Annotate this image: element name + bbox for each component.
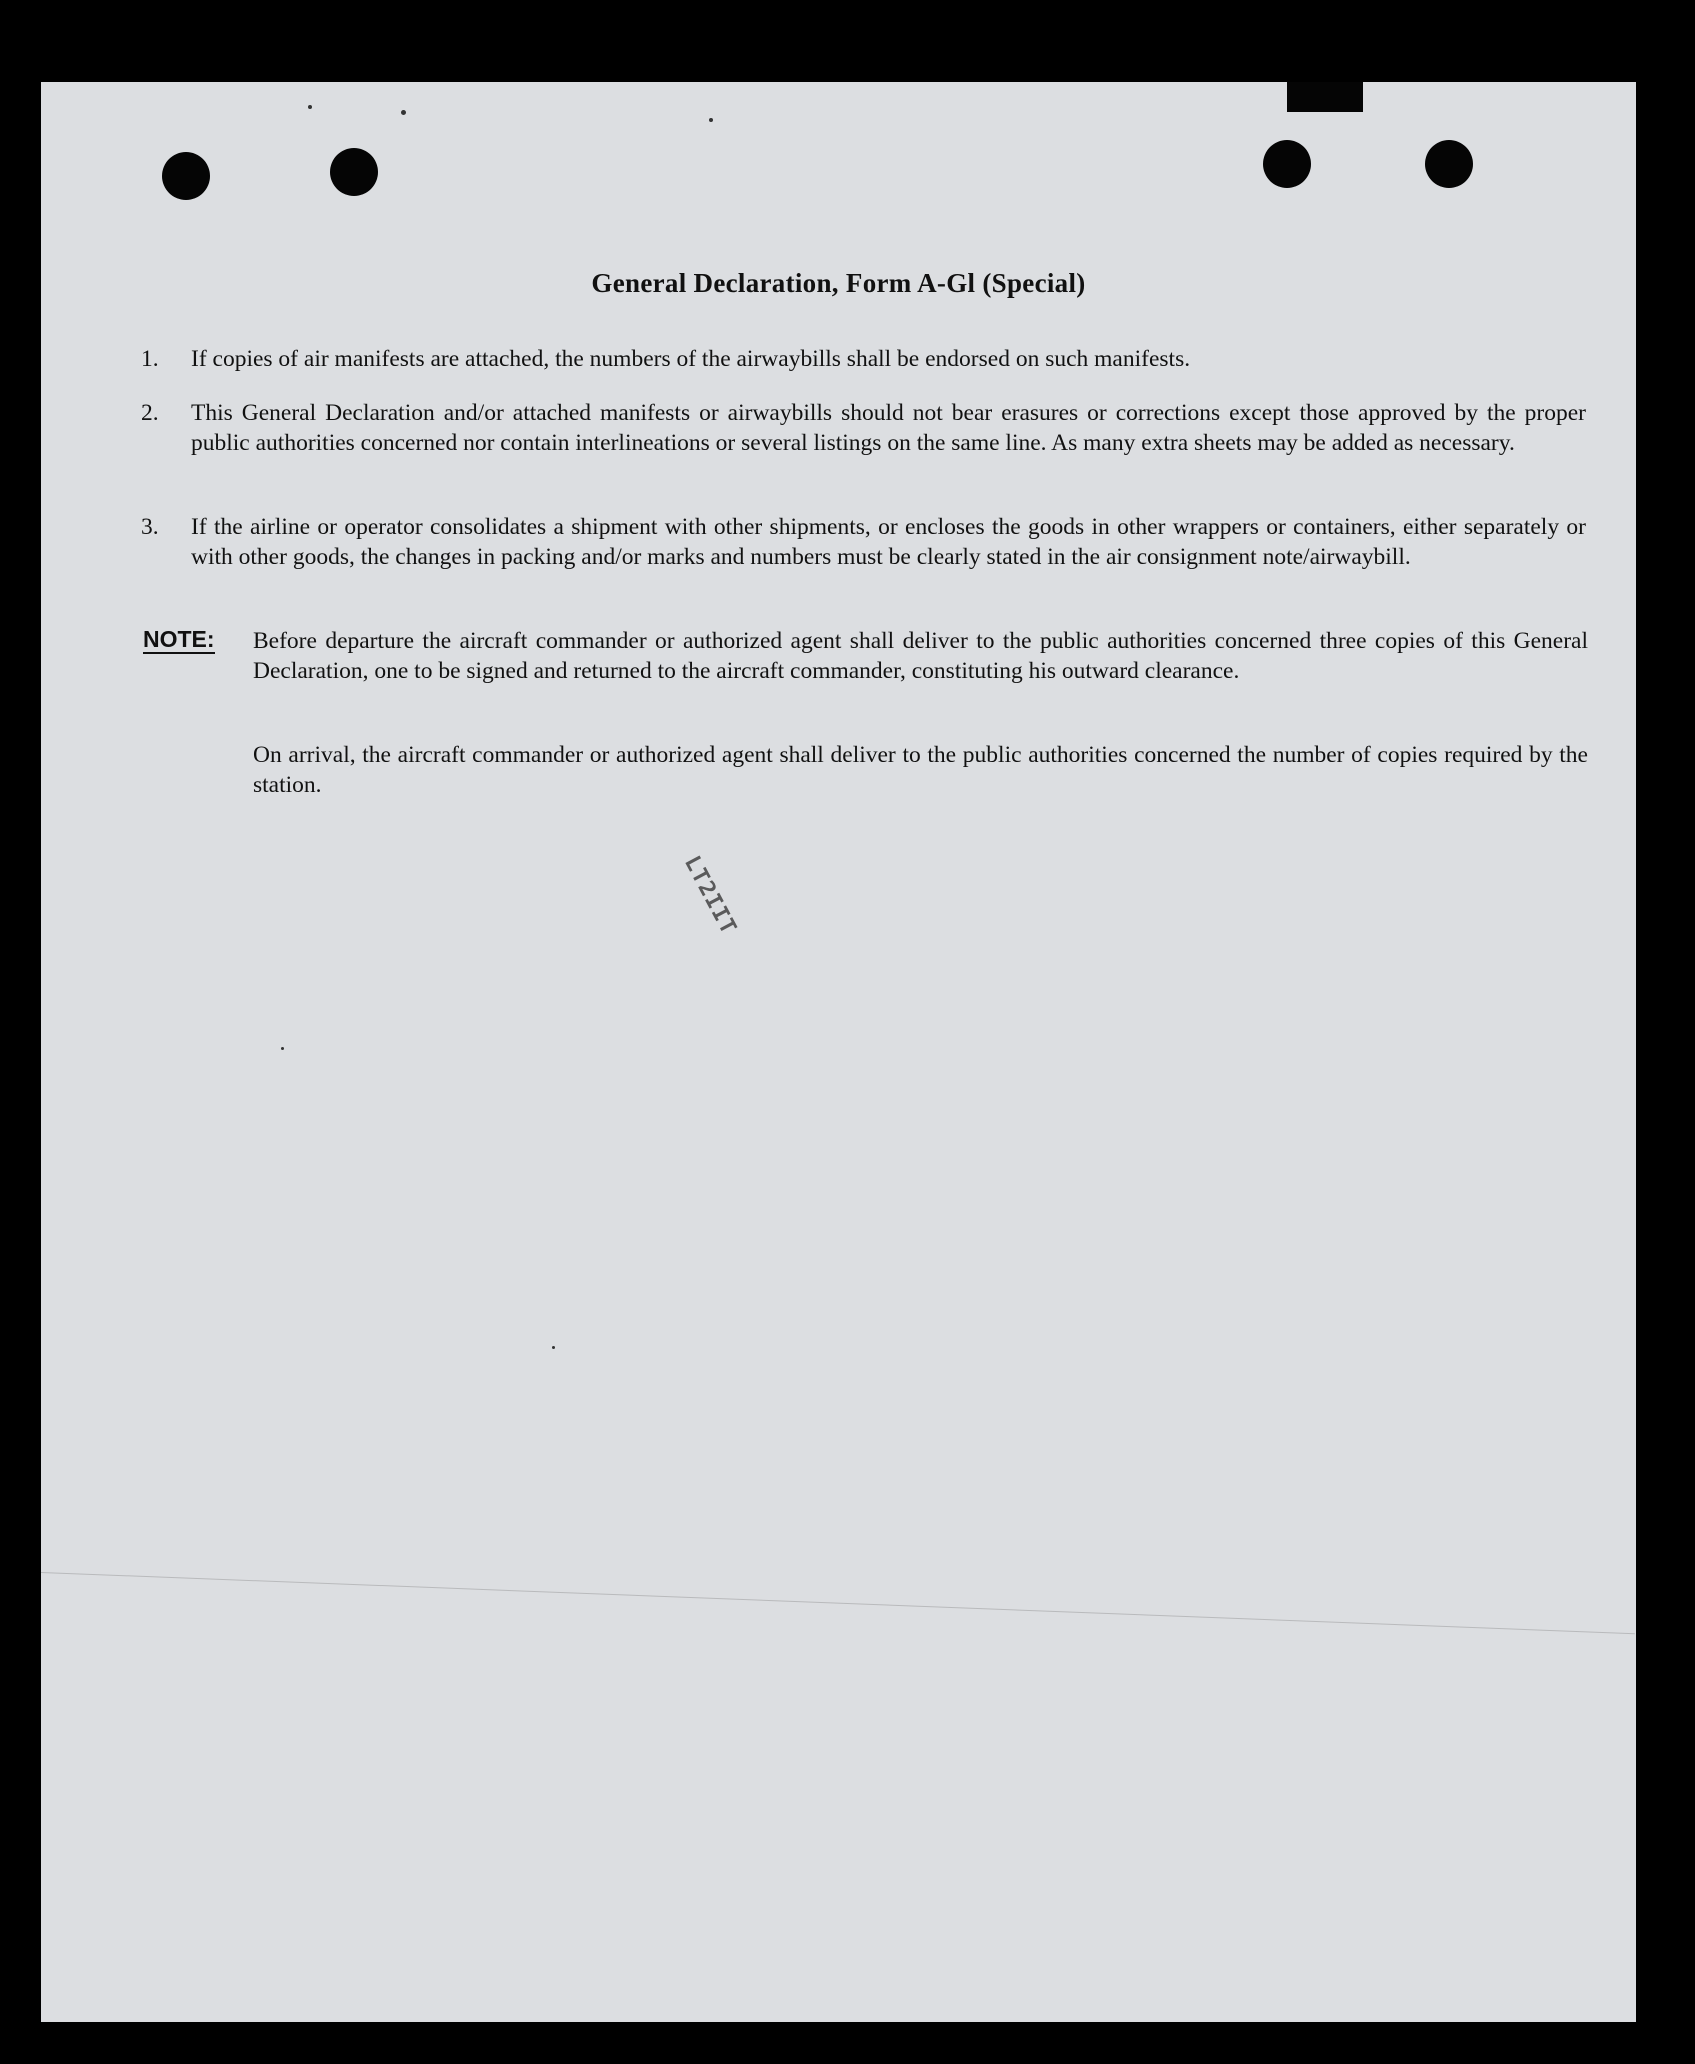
item-number: 3.: [141, 514, 159, 540]
item-text: If the airline or operator consolidates a shipment with other shipments, or encloses the goods in other wrappers or containers, either separately or with other goods, the changes in packing and/or marks and numbers must be clearly stated in the air consignment note/airwaybill.: [191, 514, 1586, 570]
ink-stamp: LT2IIT: [678, 852, 742, 940]
paper-fold-line: [41, 1572, 1635, 1634]
speck: [401, 110, 406, 115]
note-paragraph-2: On arrival, the aircraft commander or authorized agent shall deliver to the public authorities concerned the number of copies required by the station.: [253, 742, 1588, 798]
form-title: General Declaration, Form A-Gl (Special): [591, 268, 1086, 298]
note-paragraph-1: Before departure the aircraft commander or authorized agent shall deliver to the public authorities concerned three copies of this General Declaration, one to be signed and returned to the aircraft commander, constituting his outward clearance.: [253, 628, 1588, 684]
speck: [308, 105, 312, 109]
punch-hole-4: [1425, 140, 1473, 188]
item-text: If copies of air manifests are attached, the numbers of the airwaybills shall be endorsed on such manifests.: [191, 346, 1191, 372]
note-label: NOTE:: [143, 626, 215, 652]
item-text: This General Declaration and/or attached manifests or airwaybills should not bear erasures or corrections except those approved by the proper public authorities concerned nor contain interlineations or several listings on the same line. As many extra sheets may be added as necessary.: [191, 400, 1586, 456]
punch-hole-3: [1263, 140, 1311, 188]
punch-hole-2: [330, 148, 378, 196]
speck: [552, 1346, 555, 1349]
speck: [709, 118, 713, 122]
item-number: 1.: [141, 346, 159, 372]
speck: [281, 1047, 284, 1050]
item-number: 2.: [141, 400, 159, 426]
page-tab-mark: [1287, 82, 1363, 112]
document-page: [41, 82, 1636, 2022]
punch-hole-1: [162, 152, 210, 200]
